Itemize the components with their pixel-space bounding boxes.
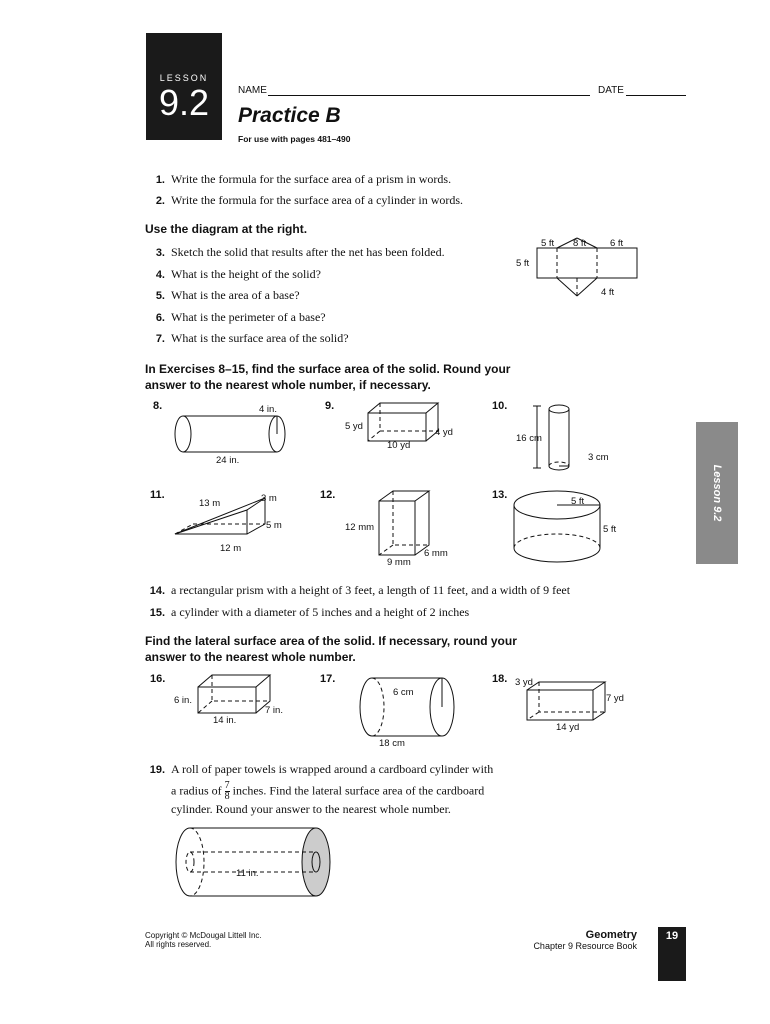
- exercise-number: 11.: [150, 489, 165, 501]
- question-2: 2. Write the formula for the surface area of a cylinder in words.: [155, 193, 464, 207]
- dimension-label: 6 cm: [393, 687, 414, 698]
- dimension-label: 12 mm: [345, 522, 375, 533]
- net-triangle-bottom: [557, 278, 577, 296]
- prism-face: [198, 687, 256, 713]
- question-3: 3. Sketch the solid that results after the net has been folded.: [155, 245, 445, 259]
- dimension-label: 12 m: [220, 543, 242, 554]
- section-a-heading: Use the diagram at the right.: [145, 222, 308, 236]
- exercise-number: 13.: [492, 489, 508, 501]
- prism-top: [379, 491, 429, 501]
- ex16-prism: [198, 675, 272, 715]
- ex11-triangular-prism: [175, 496, 270, 544]
- ex13-cylinder: [513, 490, 605, 566]
- dimension-label: 18 cm: [379, 738, 405, 749]
- cylinder-end: [360, 678, 372, 736]
- hidden-edge: [549, 462, 569, 466]
- net-rectangle: [537, 248, 637, 278]
- hidden-edge: [539, 682, 605, 712]
- dimension-label: 14 in.: [213, 715, 237, 726]
- date-line: [626, 95, 686, 96]
- hidden-edge: [212, 675, 270, 701]
- cylinder-end: [175, 416, 191, 452]
- ex8-cylinder: [175, 414, 290, 454]
- exercise-number: 8.: [153, 400, 163, 412]
- dimension-label: 9 mm: [387, 557, 411, 568]
- dimension-label: 14 yd: [556, 722, 580, 733]
- dimension-label: 10 yd: [387, 440, 411, 451]
- dimension-label: 4 in.: [259, 404, 277, 415]
- hidden-edge: [368, 431, 380, 441]
- question-7: 7. What is the surface area of the solid?: [155, 331, 349, 345]
- dimension-label: 5 yd: [345, 421, 363, 432]
- net-label: 5 ft: [541, 238, 555, 249]
- hidden-edge: [393, 491, 429, 545]
- lesson-label: LESSON: [159, 73, 209, 83]
- net-triangle-bottom: [577, 278, 597, 296]
- dimension-label: 4 yd: [435, 427, 453, 438]
- page-number: 19: [658, 927, 686, 981]
- hidden-edge: [514, 534, 600, 548]
- dimension-label: 11 in.: [236, 868, 259, 879]
- exercise-number: 12.: [320, 489, 336, 501]
- exercise-number: 9.: [325, 400, 335, 412]
- book-info: Geometry Chapter 9 Resource Book: [533, 929, 637, 951]
- dimension-label: 5 ft: [603, 524, 617, 535]
- exercise-number: 18.: [492, 673, 508, 685]
- ex10-cylinder: [533, 404, 593, 472]
- dimension-label: 5 m: [266, 520, 282, 531]
- roll-outline: [176, 828, 316, 896]
- dimension-label: 13 m: [199, 498, 221, 509]
- copyright: Copyright © McDougal Littell Inc. All rights reserved.: [145, 931, 262, 949]
- question-19-line3: cylinder. Round your answer to the nearest whole number.: [171, 802, 451, 816]
- core-hidden: [186, 852, 194, 872]
- question-15: 15. a cylinder with a diameter of 5 inches and a height of 2 inches: [149, 605, 470, 619]
- prism-top: [198, 675, 270, 687]
- hidden-edge: [380, 403, 438, 431]
- question-6: 6. What is the perimeter of a base?: [155, 310, 326, 324]
- name-label: NAME: [238, 85, 267, 96]
- dimension-label: 3 m: [261, 493, 277, 504]
- ex9-prism: [368, 403, 440, 441]
- page-title: Practice B: [238, 104, 341, 127]
- question-14: 14. a rectangular prism with a height of 3 feet, a length of 11 feet, and a width of 9 feet: [149, 583, 571, 597]
- prism-top: [368, 403, 438, 413]
- exercise-number: 10.: [492, 400, 508, 412]
- cylinder-top: [549, 405, 569, 413]
- lesson-badge: [146, 33, 222, 140]
- ex18-prism: [527, 682, 607, 722]
- prism-face: [175, 510, 247, 534]
- prism-face: [527, 690, 593, 720]
- net-label: 5 ft: [516, 258, 530, 269]
- net-label: 8 ft: [573, 238, 587, 249]
- dimension-label: 7 yd: [606, 693, 624, 704]
- roll-end: [302, 828, 330, 896]
- ex17-cylinder: [358, 676, 458, 738]
- dimension-label: 3 yd: [515, 677, 533, 688]
- hidden-edge: [379, 545, 393, 555]
- exercise-number: 17.: [320, 673, 336, 685]
- hidden-edge: [198, 701, 212, 713]
- question-1: 1. Write the formula for the surface area of a prism in words.: [155, 172, 452, 186]
- hidden-edge: [372, 678, 384, 736]
- name-line: [268, 95, 590, 96]
- lesson-side-tab: Lesson 9.2: [696, 422, 738, 564]
- dimension-label: 6 mm: [424, 548, 448, 559]
- section-c-heading: Find the lateral surface area of the solid. If necessary, round your answer to the nearest whole number.: [145, 634, 517, 664]
- dimension-label: 3 cm: [588, 452, 609, 463]
- dimension-label: 16 cm: [516, 433, 542, 444]
- prism-face: [368, 413, 426, 441]
- prism-side: [593, 682, 605, 720]
- ex19-paper-towel-roll: [172, 826, 334, 898]
- question-4: 4. What is the height of the solid?: [155, 267, 321, 281]
- fraction: $\frac{7}{8}$: [224, 780, 230, 802]
- exercise-number: 16.: [150, 673, 166, 685]
- page-subtitle: For use with pages 481–490: [238, 134, 351, 144]
- prism-face: [379, 501, 415, 555]
- dimension-label: 6 in.: [174, 695, 192, 706]
- question-5: 5. What is the area of a base?: [155, 288, 300, 302]
- cylinder-bottom: [549, 466, 569, 470]
- lesson-number: 9.2: [158, 82, 210, 123]
- question-19-line1: 19. A roll of paper towels is wrapped around a cardboard cylinder with: [149, 762, 494, 776]
- section-b-heading: In Exercises 8–15, find the surface area of the solid. Round your answer to the nearest whole number, if necessary.: [145, 362, 511, 392]
- hidden-edge: [190, 828, 204, 896]
- question-19-line2: a radius of $\frac{7}{8}$ inches. Find the lateral surface area of the cardboard: [171, 780, 485, 802]
- cylinder-bottom: [514, 548, 600, 562]
- dimension-label: 5 ft: [571, 496, 585, 507]
- date-label: DATE: [598, 85, 624, 96]
- dimension-label: 7 in.: [265, 705, 283, 716]
- hidden-edge: [527, 712, 539, 720]
- net-label: 4 ft: [601, 287, 615, 298]
- net-label: 6 ft: [610, 238, 624, 249]
- dimension-label: 24 in.: [216, 455, 240, 466]
